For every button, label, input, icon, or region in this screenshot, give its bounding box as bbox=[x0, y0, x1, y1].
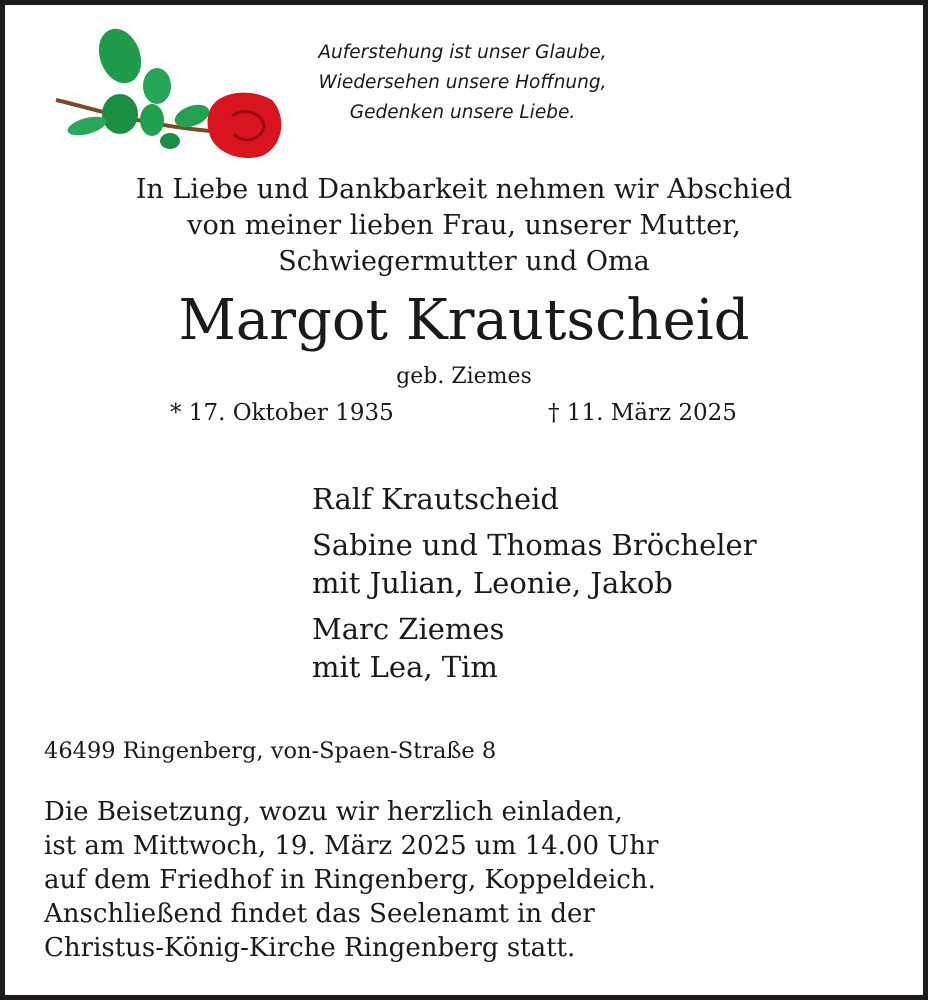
birth-date: * 17. Oktober 1935 bbox=[170, 400, 394, 426]
funeral-line: auf dem Friedhof in Ringenberg, Koppeldeich. bbox=[44, 865, 656, 895]
intro-text bbox=[0, 172, 928, 280]
family-line: mit Lea, Tim bbox=[312, 650, 498, 684]
family-line: Marc Ziemes bbox=[312, 612, 505, 646]
family-group bbox=[312, 480, 757, 518]
intro-line: Schwiegermutter und Oma bbox=[278, 246, 650, 277]
funeral-info bbox=[44, 795, 658, 965]
motto-verse bbox=[270, 38, 655, 128]
motto-line: Auferstehung ist unser Glaube, bbox=[318, 42, 607, 63]
intro-line: von meiner lieben Frau, unserer Mutter, bbox=[187, 210, 741, 241]
funeral-line: Christus-König-Kirche Ringenberg statt. bbox=[44, 933, 576, 963]
family-list bbox=[312, 480, 757, 694]
birth-name: geb. Ziemes bbox=[396, 364, 532, 389]
funeral-line: ist am Mittwoch, 19. März 2025 um 14.00 Uhr bbox=[44, 831, 659, 861]
motto-line: Gedenken unsere Liebe. bbox=[349, 102, 576, 123]
family-line: Ralf Krautscheid bbox=[312, 482, 559, 516]
family-line: mit Julian, Leonie, Jakob bbox=[312, 566, 673, 600]
death-date: † 11. März 2025 bbox=[548, 400, 737, 426]
intro-line: In Liebe und Dankbarkeit nehmen wir Abschied bbox=[135, 174, 793, 205]
funeral-line: Anschließend findet das Seelenamt in der bbox=[44, 899, 595, 929]
family-group bbox=[312, 610, 757, 686]
motto-line: Wiedersehen unsere Hoffnung, bbox=[318, 72, 607, 93]
funeral-line: Die Beisetzung, wozu wir herzlich einladen, bbox=[44, 797, 623, 827]
family-group bbox=[312, 526, 757, 602]
address: 46499 Ringenberg, von-Spaen-Straße 8 bbox=[44, 738, 497, 764]
rose-image bbox=[52, 16, 287, 166]
family-line: Sabine und Thomas Bröcheler bbox=[312, 528, 757, 562]
deceased-name: Margot Krautscheid bbox=[178, 288, 750, 353]
